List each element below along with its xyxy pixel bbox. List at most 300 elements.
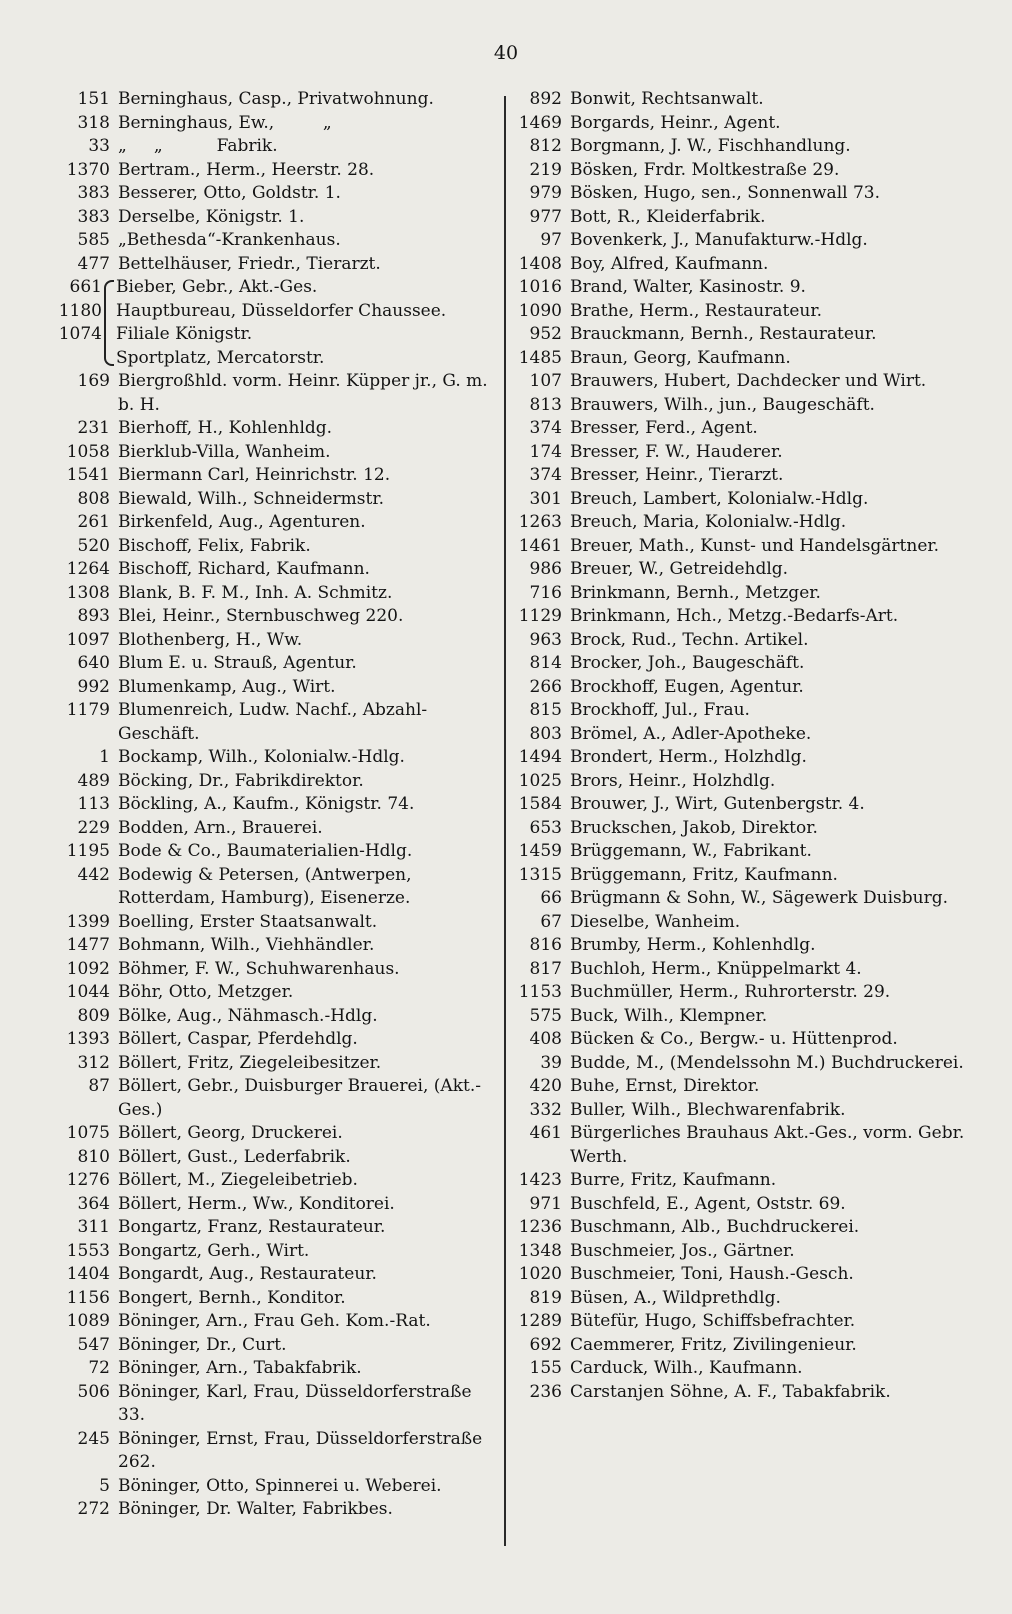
entry-text: Birkenfeld, Aug., Agenturen. xyxy=(118,512,366,532)
entry-number: 1541 xyxy=(66,465,110,485)
entry-text: Caemmerer, Fritz, Zivilingenieur. xyxy=(570,1334,857,1355)
directory-entry xyxy=(508,394,970,418)
entry-text: Bösken, Frdr. Moltkestraße 29. xyxy=(570,159,840,180)
directory-entry xyxy=(508,770,970,794)
directory-entry xyxy=(52,582,502,606)
entry-number: 1092 xyxy=(66,958,110,979)
entry-number: 72 xyxy=(88,1358,110,1378)
entry-text: Bodden, Arn., Brauerei. xyxy=(118,817,323,838)
entry-text: Buchmüller, Herm., Ruhrorterstr. 29. xyxy=(570,982,891,1002)
directory-entry xyxy=(508,1099,970,1123)
entry-number: 383 xyxy=(77,183,110,203)
entry-text: Filiale Königstr. xyxy=(116,324,253,344)
entry-number: 815 xyxy=(529,700,562,720)
directory-entry xyxy=(508,300,970,324)
entry-text: Carstanjen Söhne, A. F., Tabakfabrik. xyxy=(570,1381,891,1402)
entry-number: 374 xyxy=(529,465,562,485)
entry-text: Burre, Fritz, Kaufmann. xyxy=(570,1170,777,1190)
entry-number: 813 xyxy=(529,394,562,415)
entry-text: Braun, Georg, Kaufmann. xyxy=(570,347,791,368)
entry-text: Blumenreich, Ludw. Nachf., Abzahl-Geschäft. xyxy=(118,700,428,744)
directory-entry xyxy=(52,1428,502,1475)
directory-entry xyxy=(508,1169,970,1193)
directory-entry xyxy=(508,488,970,512)
entry-number: 1153 xyxy=(518,982,562,1002)
entry-text: Blank, B. F. M., Inh. A. Schmitz. xyxy=(118,582,393,603)
directory-entry xyxy=(508,535,970,559)
directory-entry xyxy=(508,699,970,723)
entry-text: Brauwers, Wilh., jun., Baugeschäft. xyxy=(570,394,875,415)
directory-entry xyxy=(52,1357,502,1381)
entry-number: 547 xyxy=(77,1334,110,1355)
entry-text: Bettelhäuser, Friedr., Tierarzt. xyxy=(118,253,381,274)
entry-number: 817 xyxy=(529,958,562,979)
entry-text: Bresser, F. W., Hauderer. xyxy=(570,441,783,462)
directory-entry xyxy=(508,958,970,982)
entry-text: Bresser, Heinr., Tierarzt. xyxy=(570,465,784,485)
entry-text: Brock, Rud., Techn. Artikel. xyxy=(570,629,809,650)
entry-number: 893 xyxy=(77,606,110,626)
directory-entry xyxy=(508,934,970,958)
directory-entry xyxy=(508,1075,970,1099)
directory-entry xyxy=(52,1240,502,1264)
directory-entry xyxy=(52,511,502,535)
entry-number: 33 xyxy=(88,136,110,156)
directory-entry xyxy=(508,1310,970,1334)
entry-number: 971 xyxy=(529,1193,562,1214)
entry-text: Bischoff, Richard, Kaufmann. xyxy=(118,559,370,579)
directory-entry xyxy=(52,488,502,512)
entry-number: 229 xyxy=(77,817,110,838)
directory-entry xyxy=(52,135,502,159)
directory-entry xyxy=(52,88,502,112)
entry-text: Bonwit, Rechtsanwalt. xyxy=(570,89,764,109)
directory-entry xyxy=(508,1357,970,1381)
entry-number: 364 xyxy=(77,1193,110,1214)
directory-entry xyxy=(508,1287,970,1311)
directory-entry xyxy=(508,911,970,935)
entry-text: Böhr, Otto, Metzger. xyxy=(118,982,294,1002)
page-number: 40 xyxy=(493,42,519,64)
directory-entry xyxy=(508,417,970,441)
directory-entry xyxy=(52,840,502,864)
directory-entry xyxy=(508,887,970,911)
grouped-entries xyxy=(52,276,502,370)
directory-entry xyxy=(508,1334,970,1358)
entry-number: 814 xyxy=(529,653,562,673)
entry-number: 87 xyxy=(88,1076,110,1096)
entry-number: 1370 xyxy=(66,159,110,180)
entry-number: 892 xyxy=(529,89,562,109)
entry-number: 1584 xyxy=(518,794,562,814)
entry-number: 39 xyxy=(540,1052,562,1073)
entry-text: Buschfeld, E., Agent, Oststr. 69. xyxy=(570,1193,846,1214)
entry-text: Bott, R., Kleiderfabrik. xyxy=(570,206,766,227)
entry-number: 1090 xyxy=(518,300,562,321)
directory-entry xyxy=(52,1310,502,1334)
entry-text: Bütefür, Hugo, Schiffsbefrachter. xyxy=(570,1311,856,1331)
entry-text: Sportplatz, Mercatorstr. xyxy=(116,347,325,368)
directory-entry xyxy=(52,1193,502,1217)
brace-bracket xyxy=(104,280,114,366)
entry-text: Brauwers, Hubert, Dachdecker und Wirt. xyxy=(570,371,927,391)
entry-text: Berninghaus, Casp., Privatwohnung. xyxy=(118,89,434,109)
directory-entry xyxy=(52,934,502,958)
directory-entry xyxy=(508,441,970,465)
directory-entry xyxy=(508,347,970,371)
directory-entry xyxy=(52,229,502,253)
entry-text: Brüggemann, Fritz, Kaufmann. xyxy=(570,864,838,885)
entry-number: 1074 xyxy=(58,324,102,344)
directory-entry xyxy=(508,253,970,277)
directory-entry xyxy=(508,370,970,394)
entry-text: Breuer, Math., Kunst- und Handelsgärtner. xyxy=(570,535,940,556)
entry-text: Bovenkerk, J., Manufakturw.-Hdlg. xyxy=(570,230,868,250)
entry-number: 1129 xyxy=(518,606,562,626)
entry-number: 808 xyxy=(77,488,110,509)
entry-text: Bruckschen, Jakob, Direktor. xyxy=(570,817,818,838)
directory-entry xyxy=(52,1146,502,1170)
entry-text: Brors, Heinr., Holzhdlg. xyxy=(570,770,776,791)
directory-entry xyxy=(508,840,970,864)
entry-number: 1025 xyxy=(518,770,562,791)
entry-text: Bockamp, Wilh., Kolonialw.-Hdlg. xyxy=(118,747,405,767)
entry-text: „ „ Fabrik. xyxy=(118,136,278,156)
directory-entry xyxy=(52,1169,502,1193)
directory-entry xyxy=(52,770,502,794)
entry-text: Bohmann, Wilh., Viehhändler. xyxy=(118,935,375,955)
directory-entry xyxy=(52,441,502,465)
directory-entry xyxy=(52,417,502,441)
entry-number: 585 xyxy=(77,230,110,250)
entry-number: 107 xyxy=(529,371,562,391)
entry-number: 575 xyxy=(529,1005,562,1026)
entry-text: Böhmer, F. W., Schuhwarenhaus. xyxy=(118,958,400,979)
directory-entry xyxy=(52,1334,502,1358)
entry-text: Bresser, Ferd., Agent. xyxy=(570,418,758,438)
entry-text: Böllert, Caspar, Pferdehdlg. xyxy=(118,1029,358,1049)
directory-entry xyxy=(508,1216,970,1240)
directory-entry xyxy=(52,958,502,982)
entry-number: 1393 xyxy=(66,1029,110,1049)
entry-number: 261 xyxy=(77,512,110,532)
entry-number: 311 xyxy=(77,1217,110,1237)
directory-entry xyxy=(52,699,502,746)
entry-number: 1044 xyxy=(66,982,110,1002)
directory-entry xyxy=(508,558,970,582)
entry-number: 1308 xyxy=(66,582,110,603)
entry-number: 1404 xyxy=(66,1264,110,1284)
directory-entry xyxy=(508,323,970,347)
entry-number: 66 xyxy=(540,888,562,908)
entry-text: Buller, Wilh., Blechwarenfabrik. xyxy=(570,1099,846,1120)
entry-text: Bongardt, Aug., Restaurateur. xyxy=(118,1264,377,1284)
entry-text: Böninger, Dr. Walter, Fabrikbes. xyxy=(118,1499,393,1519)
directory-entry xyxy=(52,535,502,559)
entry-text: Brinkmann, Bernh., Metzger. xyxy=(570,582,821,603)
entry-text: Böllert, Gebr., Duisburger Brauerei, (Akt.-Ges.) xyxy=(118,1076,481,1120)
directory-entry xyxy=(508,605,970,629)
entry-text: Breuer, W., Getreidehdlg. xyxy=(570,559,789,579)
column-divider xyxy=(504,96,506,1546)
directory-entry xyxy=(508,1263,970,1287)
entry-number: 520 xyxy=(77,535,110,556)
entry-text: Brockhoff, Eugen, Agentur. xyxy=(570,676,804,697)
entry-number: 67 xyxy=(540,911,562,932)
entry-text: Böninger, Ernst, Frau, Düsseldorferstraße 262. xyxy=(118,1428,488,1472)
entry-text: Bertram., Herm., Heerstr. 28. xyxy=(118,159,375,180)
directory-entry xyxy=(52,206,502,230)
directory-entry xyxy=(508,511,970,535)
entry-number: 963 xyxy=(529,629,562,650)
entry-text: Böllert, Fritz, Ziegeleibesitzer. xyxy=(118,1052,382,1073)
entry-number: 1408 xyxy=(518,253,562,274)
directory-entry xyxy=(52,1005,502,1029)
entry-text: Bürgerliches Brauhaus Akt.-Ges., vorm. Gebr. Werth. xyxy=(570,1123,970,1167)
entry-text: Bongartz, Gerh., Wirt. xyxy=(118,1240,310,1261)
directory-entry xyxy=(52,746,502,770)
entry-text: Böllert, Gust., Lederfabrik. xyxy=(118,1146,351,1167)
entry-number: 420 xyxy=(529,1076,562,1096)
entry-number: 312 xyxy=(77,1052,110,1073)
entry-number: 506 xyxy=(77,1381,110,1402)
entry-number: 5 xyxy=(99,1475,110,1496)
entry-text: Brockhoff, Jul., Frau. xyxy=(570,700,750,720)
entry-text: Boy, Alfred, Kaufmann. xyxy=(570,253,769,274)
entry-number: 1058 xyxy=(66,441,110,462)
directory-entry xyxy=(508,981,970,1005)
directory-entry xyxy=(508,206,970,230)
entry-number: 992 xyxy=(77,676,110,697)
entry-number: 374 xyxy=(529,418,562,438)
entry-text: Bierklub-Villa, Wanheim. xyxy=(118,441,331,462)
entry-text: Breuch, Lambert, Kolonialw.-Hdlg. xyxy=(570,488,869,509)
entry-number: 155 xyxy=(529,1358,562,1378)
directory-entry xyxy=(508,159,970,183)
entry-number: 812 xyxy=(529,136,562,156)
entry-number: 174 xyxy=(529,441,562,462)
entry-number: 1195 xyxy=(66,841,110,861)
entry-number: 301 xyxy=(529,488,562,509)
entry-number: 1494 xyxy=(518,747,562,767)
entry-number: 236 xyxy=(529,1381,562,1402)
entry-number: 1399 xyxy=(66,911,110,932)
entry-text: Buck, Wilh., Klempner. xyxy=(570,1005,768,1026)
directory-entry xyxy=(52,629,502,653)
directory-entry xyxy=(508,676,970,700)
entry-text: Biermann Carl, Heinrichstr. 12. xyxy=(118,465,391,485)
entry-number: 231 xyxy=(77,418,110,438)
entry-number: 151 xyxy=(77,89,110,109)
entry-text: Derselbe, Königstr. 1. xyxy=(118,206,305,227)
entry-number: 653 xyxy=(529,817,562,838)
entry-text: Brondert, Herm., Holzhdlg. xyxy=(570,747,807,767)
entry-text: Blei, Heinr., Sternbuschweg 220. xyxy=(118,606,404,626)
entry-text: Brouwer, J., Wirt, Gutenbergstr. 4. xyxy=(570,794,865,814)
entry-number: 1423 xyxy=(518,1170,562,1190)
entry-number: 169 xyxy=(77,371,110,391)
entry-text: Biewald, Wilh., Schneidermstr. xyxy=(118,488,384,509)
directory-entry xyxy=(52,817,502,841)
entry-number: 661 xyxy=(69,277,102,297)
entry-number: 1 xyxy=(99,747,110,767)
entry-text: Brömel, A., Adler-Apotheke. xyxy=(570,723,812,744)
entry-text: Böckling, A., Kaufm., Königstr. 74. xyxy=(118,794,415,814)
entry-text: Brocker, Joh., Baugeschäft. xyxy=(570,653,805,673)
entry-text: Buschmann, Alb., Buchdruckerei. xyxy=(570,1217,860,1237)
directory-entry xyxy=(52,1028,502,1052)
entry-text: Brand, Walter, Kasinostr. 9. xyxy=(570,277,806,297)
entry-number: 1263 xyxy=(518,512,562,532)
directory-entry xyxy=(52,1216,502,1240)
entry-number: 1236 xyxy=(518,1217,562,1237)
directory-entry xyxy=(52,1381,502,1428)
entry-number: 640 xyxy=(77,653,110,673)
entry-text: Blumenkamp, Aug., Wirt. xyxy=(118,676,336,697)
entry-text: Bücken & Co., Bergw.- u. Hüttenprod. xyxy=(570,1029,898,1049)
entry-text: Brumby, Herm., Kohlenhdlg. xyxy=(570,935,816,955)
entry-text: Böninger, Arn., Tabakfabrik. xyxy=(118,1358,362,1378)
entry-text: Böninger, Arn., Frau Geh. Kom.-Rat. xyxy=(118,1311,431,1331)
entry-text: Bierhoff, H., Kohlenhldg. xyxy=(118,418,333,438)
entry-text: Breuch, Maria, Kolonialw.-Hdlg. xyxy=(570,512,847,532)
entry-text: Buchloh, Herm., Knüppelmarkt 4. xyxy=(570,958,862,979)
entry-text: Böllert, Georg, Druckerei. xyxy=(118,1123,343,1143)
entry-number: 1469 xyxy=(518,112,562,133)
entry-number: 1348 xyxy=(518,1240,562,1261)
entry-number: 1016 xyxy=(518,277,562,297)
directory-entry xyxy=(508,629,970,653)
entry-number: 477 xyxy=(77,253,110,274)
entry-number: 408 xyxy=(529,1029,562,1049)
entry-text: Buhe, Ernst, Direktor. xyxy=(570,1076,760,1096)
entry-number: 442 xyxy=(77,864,110,885)
directory-entry xyxy=(52,652,502,676)
directory-entry xyxy=(508,112,970,136)
directory-entry xyxy=(508,746,970,770)
entry-number: 1553 xyxy=(66,1240,110,1261)
directory-entry xyxy=(52,981,502,1005)
entry-text: Borgmann, J. W., Fischhandlung. xyxy=(570,136,851,156)
entry-text: Böllert, M., Ziegeleibetrieb. xyxy=(118,1170,358,1190)
entry-text: Buschmeier, Toni, Haush.-Gesch. xyxy=(570,1264,854,1284)
directory-entry xyxy=(52,1075,502,1122)
entry-number: 1459 xyxy=(518,841,562,861)
directory-entry xyxy=(52,1498,502,1522)
directory-entry xyxy=(52,464,502,488)
entry-number: 803 xyxy=(529,723,562,744)
entry-text: Borgards, Heinr., Agent. xyxy=(570,112,781,133)
entry-number: 332 xyxy=(529,1099,562,1120)
entry-number: 952 xyxy=(529,324,562,344)
entry-number: 1485 xyxy=(518,347,562,368)
entry-number: 1020 xyxy=(518,1264,562,1284)
directory-entry xyxy=(508,1122,970,1169)
directory-entry xyxy=(52,676,502,700)
entry-text: Biergroßhld. vorm. Heinr. Küpper jr., G. m. b. H. xyxy=(118,371,494,415)
entry-text: Bölke, Aug., Nähmasch.-Hdlg. xyxy=(118,1005,378,1026)
directory-entry xyxy=(508,817,970,841)
directory-entry xyxy=(52,159,502,183)
directory-entry xyxy=(52,112,502,136)
directory-entry xyxy=(508,652,970,676)
entry-number: 97 xyxy=(540,230,562,250)
entry-text: Bongert, Bernh., Konditor. xyxy=(118,1287,346,1308)
entry-text: Carduck, Wilh., Kaufmann. xyxy=(570,1358,803,1378)
entry-text: Böninger, Dr., Curt. xyxy=(118,1334,287,1355)
entry-text: Böcking, Dr., Fabrikdirektor. xyxy=(118,770,364,791)
left-column xyxy=(52,88,502,1522)
entry-text: Brüggemann, W., Fabrikant. xyxy=(570,841,812,861)
directory-entry xyxy=(508,182,970,206)
directory-entry xyxy=(52,605,502,629)
entry-text: Blum E. u. Strauß, Agentur. xyxy=(118,653,357,673)
entry-text: Boelling, Erster Staatsanwalt. xyxy=(118,911,378,932)
entry-text: Böninger, Karl, Frau, Düsseldorferstraße 33. xyxy=(118,1381,477,1425)
directory-entry xyxy=(52,558,502,582)
entry-number: 809 xyxy=(77,1005,110,1026)
directory-entry xyxy=(508,1028,970,1052)
directory-entry xyxy=(52,1122,502,1146)
entry-text: Budde, M., (Mendelssohn M.) Buchdruckerei. xyxy=(570,1052,964,1073)
entry-text: Brauckmann, Bernh., Restaurateur. xyxy=(570,324,877,344)
entry-number: 489 xyxy=(77,770,110,791)
directory-entry xyxy=(508,582,970,606)
entry-number: 1075 xyxy=(66,1123,110,1143)
directory-entry xyxy=(508,135,970,159)
directory-entry xyxy=(52,182,502,206)
directory-entry xyxy=(508,276,970,300)
entry-text: Brathe, Herm., Restaurateur. xyxy=(570,300,823,321)
directory-entry xyxy=(52,253,502,277)
entry-text: Besserer, Otto, Goldstr. 1. xyxy=(118,183,341,203)
entry-number: 977 xyxy=(529,206,562,227)
directory-entry xyxy=(508,864,970,888)
entry-text: Bongartz, Franz, Restaurateur. xyxy=(118,1217,386,1237)
entry-number: 1089 xyxy=(66,1311,110,1331)
entry-text: Blothenberg, H., Ww. xyxy=(118,629,303,650)
entry-text: „Bethesda“-Krankenhaus. xyxy=(118,230,341,250)
entry-number: 1180 xyxy=(58,300,102,321)
directory-entry xyxy=(52,1052,502,1076)
entry-number: 1264 xyxy=(66,559,110,579)
entry-text: Bieber, Gebr., Akt.-Ges. xyxy=(116,277,318,297)
entry-number: 272 xyxy=(77,1499,110,1519)
entry-text: Buschmeier, Jos., Gärtner. xyxy=(570,1240,795,1261)
directory-entry xyxy=(52,1287,502,1311)
entry-number: 810 xyxy=(77,1146,110,1167)
directory-entry xyxy=(52,1475,502,1499)
directory-entry xyxy=(508,1240,970,1264)
entry-number: 1477 xyxy=(66,935,110,955)
entry-text: Berninghaus, Ew., „ xyxy=(118,112,332,133)
directory-entry xyxy=(508,1052,970,1076)
directory-entry xyxy=(52,1263,502,1287)
entry-number: 383 xyxy=(77,206,110,227)
directory-entry xyxy=(508,464,970,488)
entry-text: Bischoff, Felix, Fabrik. xyxy=(118,535,311,556)
entry-text: Böllert, Herm., Ww., Konditorei. xyxy=(118,1193,395,1214)
entry-number: 219 xyxy=(529,159,562,180)
entry-text: Böninger, Otto, Spinnerei u. Weberei. xyxy=(118,1475,442,1496)
directory-entry xyxy=(508,1005,970,1029)
right-column xyxy=(508,88,970,1404)
entry-number: 1289 xyxy=(518,1311,562,1331)
directory-entry xyxy=(52,793,502,817)
directory-entry xyxy=(52,370,502,417)
directory-entry xyxy=(508,1193,970,1217)
entry-number: 461 xyxy=(529,1123,562,1143)
